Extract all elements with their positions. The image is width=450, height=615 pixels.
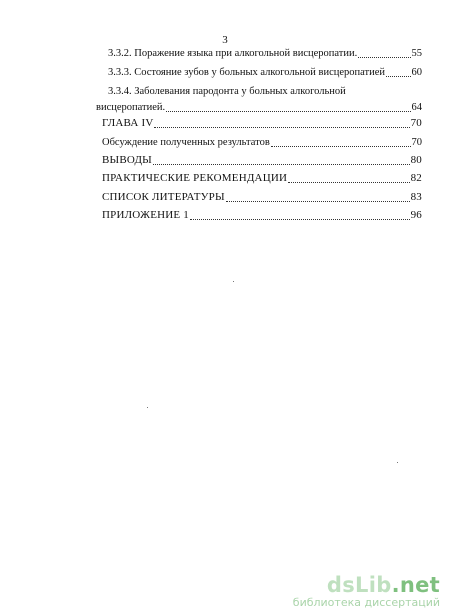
toc-entry-page: 83	[410, 191, 422, 203]
toc-entry-recommendations[interactable]	[102, 172, 422, 185]
toc-entry-page: 82	[410, 172, 422, 184]
toc-entry-title: СПИСОК ЛИТЕРАТУРЫ	[102, 191, 225, 203]
toc-entry-page: 96	[410, 209, 422, 221]
dot-leader	[358, 48, 410, 58]
watermark-logo-main: dsLib	[326, 573, 392, 597]
toc-entry-page: 70	[410, 117, 422, 129]
dot-leader	[153, 155, 410, 165]
dot-leader	[190, 210, 410, 220]
watermark-logo	[293, 574, 440, 596]
toc-entry-references[interactable]	[102, 191, 422, 204]
dot-leader	[226, 192, 410, 202]
toc-entry-page: 64	[411, 102, 422, 113]
toc-entry-discussion[interactable]	[102, 136, 422, 149]
toc-entry-page: 80	[410, 154, 422, 166]
toc-entry-appendix-1[interactable]	[102, 209, 422, 222]
toc-entry-page: 70	[411, 137, 422, 148]
dot-leader	[166, 102, 410, 112]
toc-entry-title: ГЛАВА IV	[102, 117, 154, 129]
dot-leader	[154, 118, 409, 128]
toc-entry-conclusions[interactable]	[102, 154, 422, 167]
toc-entry-title: 3.3.3. Состояние зубов у больных алкогольной висцеропатией	[108, 67, 386, 78]
toc-entry-3-3-2[interactable]	[108, 47, 422, 60]
watermark	[293, 574, 440, 609]
watermark-subtitle: библиотека диссертаций	[292, 596, 440, 609]
toc-entry-page: 60	[411, 67, 422, 78]
toc-entry-title-line1: 3.3.4. Заболевания пародонта у больных алкогольной	[108, 86, 346, 97]
toc-entry-title: Обсуждение полученных результатов	[102, 137, 270, 148]
watermark-logo-tld: .net	[391, 573, 440, 597]
toc-entry-title: ВЫВОДЫ	[102, 154, 152, 166]
toc-entry-page: 55	[411, 48, 422, 59]
dot-leader	[386, 67, 410, 77]
toc-entry-3-3-4-line1[interactable]	[108, 85, 422, 98]
toc-entry-3-3-4[interactable]	[96, 101, 422, 114]
toc-entry-3-3-3[interactable]	[108, 66, 422, 79]
toc-entry-title: ПРАКТИЧЕСКИЕ РЕКОМЕНДАЦИИ	[102, 172, 288, 184]
dot-leader	[288, 173, 409, 183]
toc-entry-title: ПРИЛОЖЕНИЕ 1	[102, 209, 189, 221]
dot-leader	[271, 137, 411, 147]
toc-entry-title: 3.3.2. Поражение языка при алкогольной висцеропатии.	[108, 48, 358, 59]
toc-entry-chapter-4[interactable]	[102, 117, 422, 130]
toc-entry-title-line2: висцеропатией.	[96, 102, 166, 113]
page-number: 3	[222, 34, 228, 46]
